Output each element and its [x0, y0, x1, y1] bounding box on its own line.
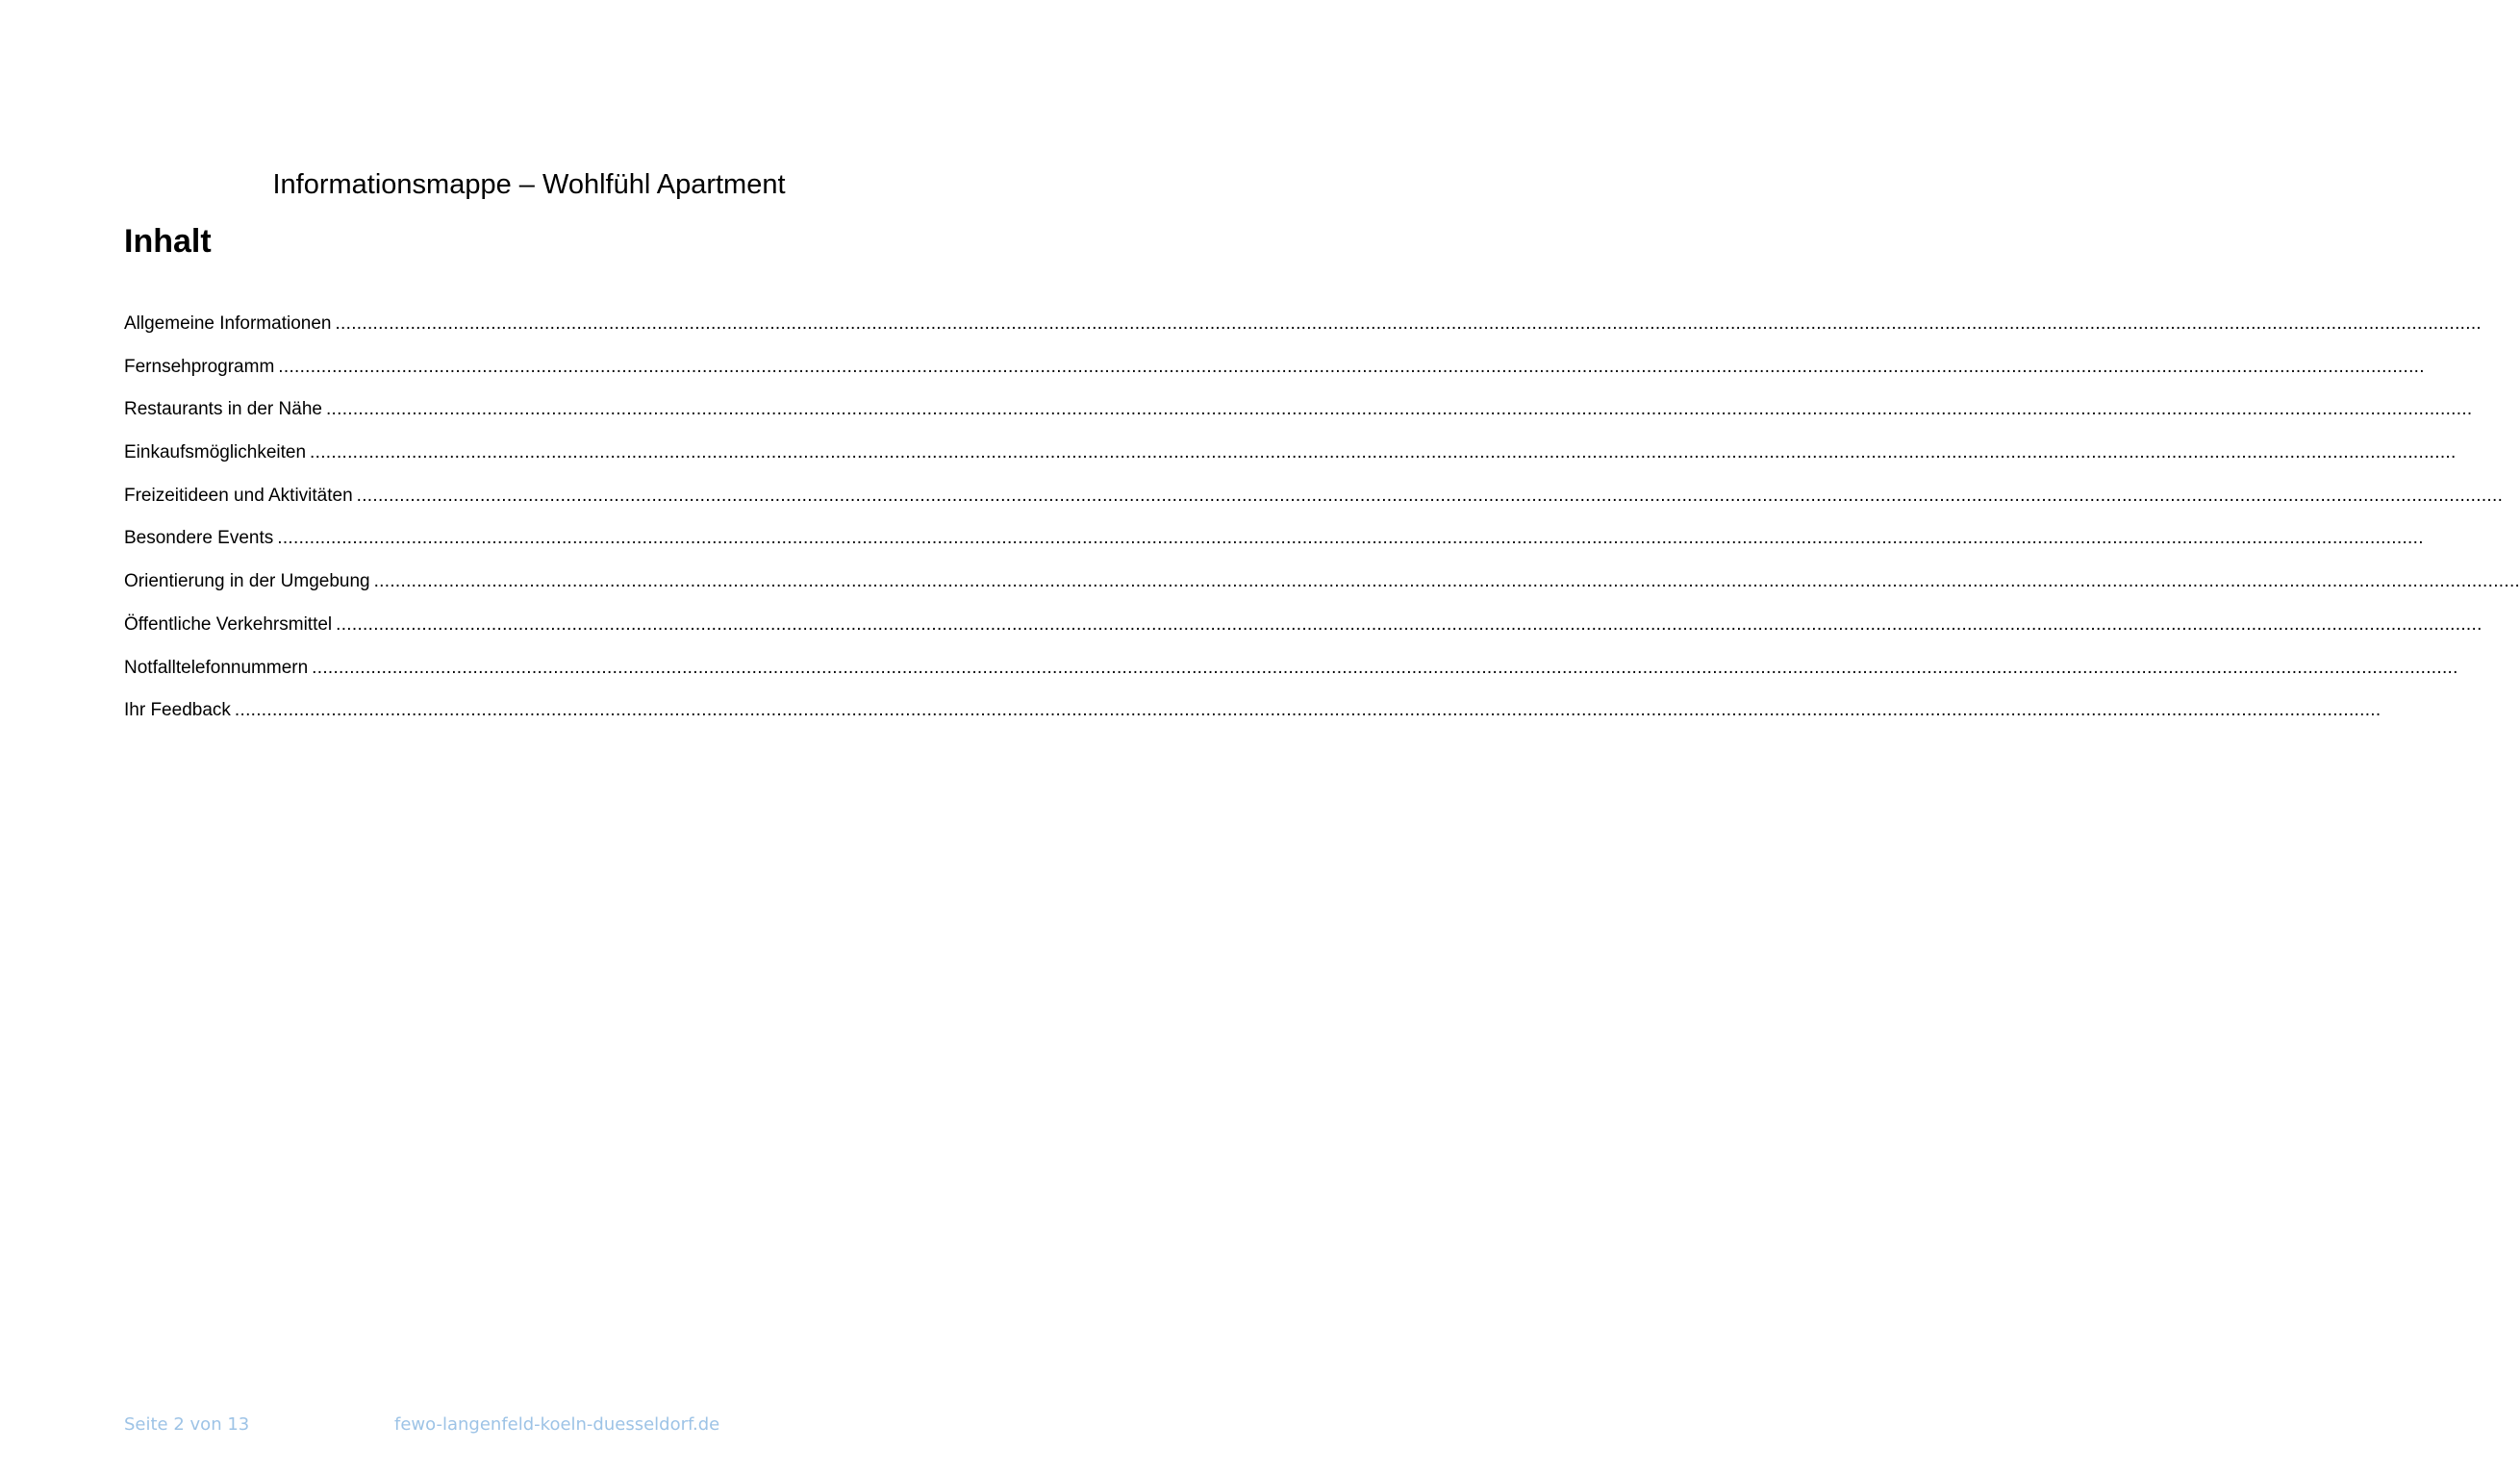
dot-leader: ................................................................................................................................................................................................................................................................................................................................................................................................................ — [312, 657, 2458, 678]
toc-entry-label: Orientierung in der Umgebung — [124, 569, 374, 594]
toc-entry-fernsehprogramm[interactable] — [124, 355, 2425, 398]
dot-leader: ................................................................................................................................................................................................................................................................................................................................................................................................................ — [278, 356, 2425, 377]
toc-entry-label: Allgemeine Informationen — [124, 312, 335, 337]
toc-entry-label: Einkaufsmöglichkeiten — [124, 440, 310, 465]
dot-leader: ................................................................................................................................................................................................................................................................................................................................................................................................................ — [336, 613, 2482, 635]
dot-leader: ................................................................................................................................................................................................................................................................................................................................................................................................................ — [325, 399, 2473, 420]
toc-entry-label: Ihr Feedback — [124, 698, 235, 723]
toc-entry-label: Öffentliche Verkehrsmittel — [124, 612, 336, 638]
website-link[interactable]: fewo-langenfeld-koeln-duesseldorf.de — [394, 1414, 720, 1435]
dot-leader: ................................................................................................................................................................................................................................................................................................................................................................................................................ — [356, 485, 2504, 506]
toc-entry-einkaufsmoeglichkeiten[interactable] — [124, 440, 2457, 484]
toc-entry-besondere-events[interactable] — [124, 526, 2424, 569]
toc-entry-freizeitideen[interactable] — [124, 484, 2504, 527]
page-indicator: Seite 2 von 13 — [124, 1414, 250, 1435]
table-of-contents — [124, 312, 2520, 741]
toc-entry-allgemeine-informationen[interactable] — [124, 312, 2482, 355]
toc-entry-label: Freizeitideen und Aktivitäten — [124, 484, 357, 509]
toc-entry-label: Restaurants in der Nähe — [124, 397, 326, 422]
toc-entry-label: Fernsehprogramm — [124, 355, 278, 380]
toc-entry-notfalltelefonnummern[interactable] — [124, 656, 2458, 699]
toc-entry-oeffentliche-verkehrsmittel[interactable] — [124, 612, 2482, 656]
dot-leader: ................................................................................................................................................................................................................................................................................................................................................................................................................ — [335, 313, 2482, 334]
page-footer — [0, 1414, 1058, 1439]
dot-leader: ................................................................................................................................................................................................................................................................................................................................................................................................................ — [277, 528, 2424, 549]
toc-entry-label: Notfalltelefonnummern — [124, 656, 312, 681]
toc-entry-label: Besondere Events — [124, 526, 277, 551]
dot-leader: ................................................................................................................................................................................................................................................................................................................................................................................................................ — [310, 442, 2457, 463]
document-title: Informationsmappe – Wohlfühl Apartment — [272, 169, 786, 200]
toc-entry-restaurants[interactable] — [124, 397, 2473, 440]
dot-leader: ................................................................................................................................................................................................................................................................................................................................................................................................................ — [373, 571, 2520, 592]
dot-leader: ................................................................................................................................................................................................................................................................................................................................................................................................................ — [234, 700, 2381, 721]
toc-heading: Inhalt — [124, 223, 212, 260]
toc-entry-orientierung[interactable] — [124, 569, 2520, 612]
toc-entry-ihr-feedback[interactable] — [124, 698, 2381, 741]
